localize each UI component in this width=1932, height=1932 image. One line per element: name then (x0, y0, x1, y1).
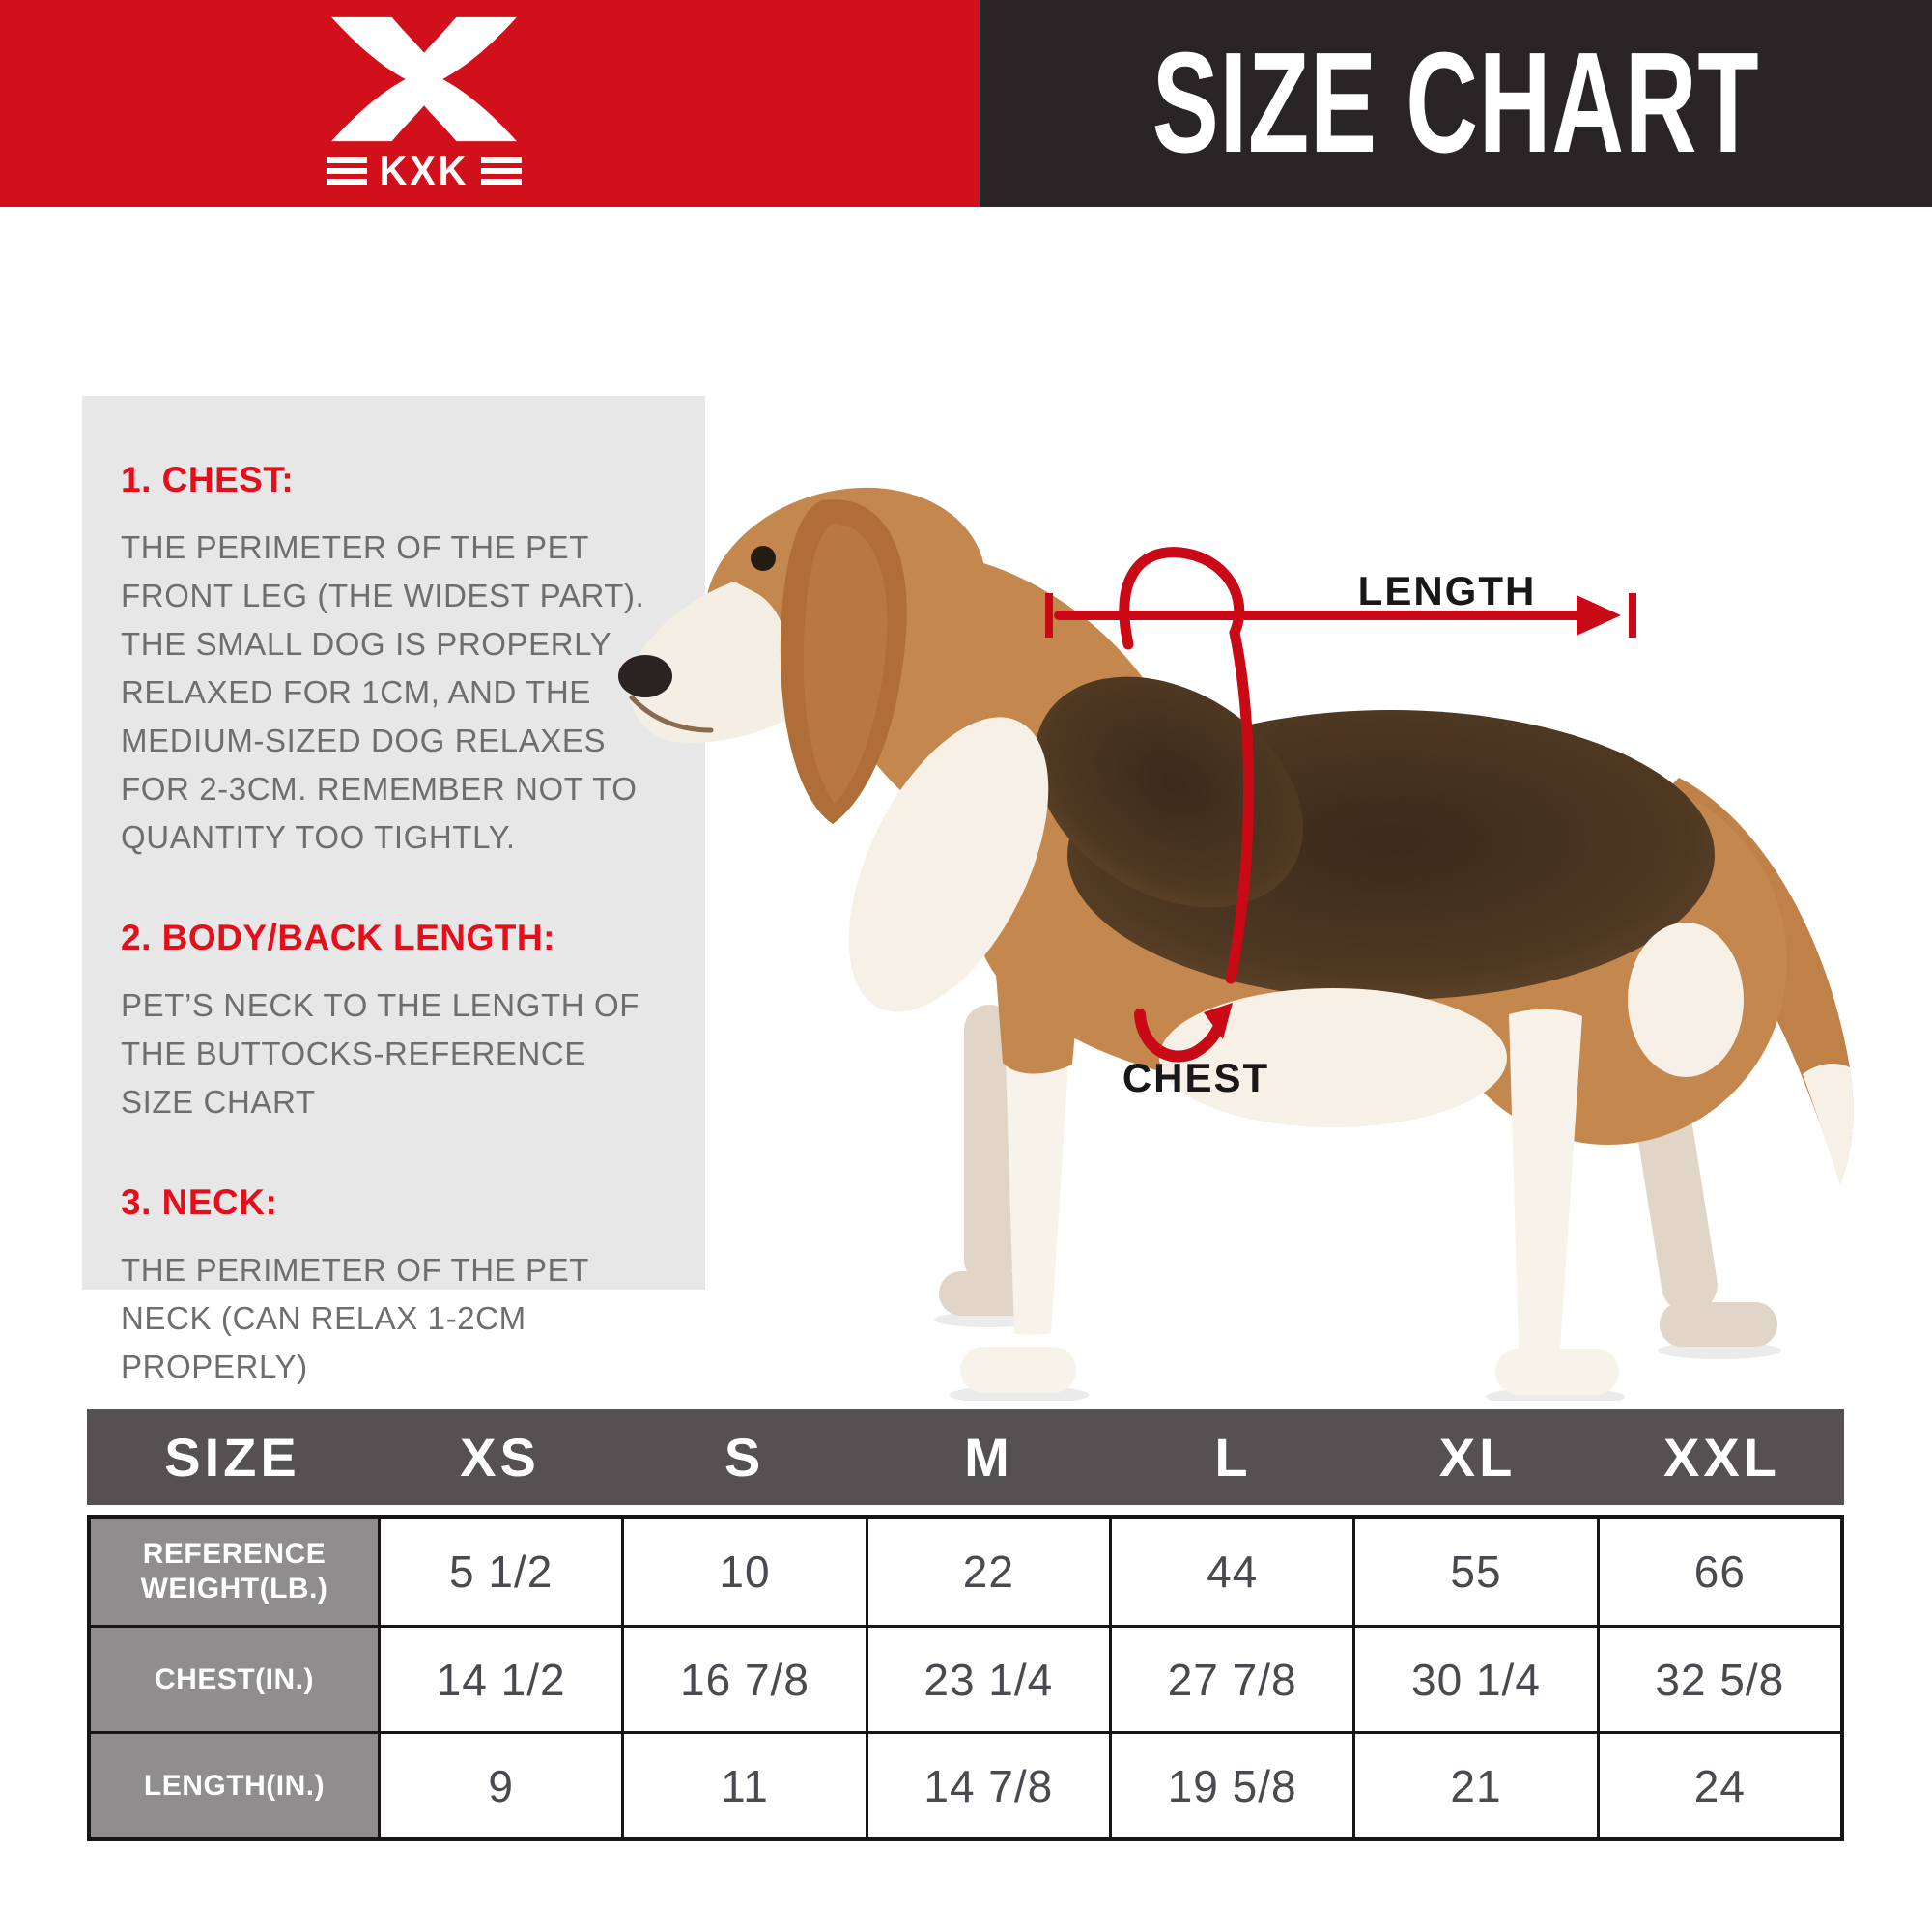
chest-label: CHEST (1122, 1055, 1270, 1100)
page-title: SIZE CHART (1151, 23, 1760, 183)
value-cell: 16 7/8 (621, 1628, 865, 1731)
column-header-l: L (1214, 1427, 1252, 1488)
brand-logo-text (322, 148, 526, 193)
triple-bar-right-icon (481, 157, 522, 185)
instruction-body: THE PERIMETER OF THE PET NECK (CAN RELAX 1-2CM PROPERLY) (121, 1252, 589, 1384)
value-cell: 22 (866, 1519, 1109, 1625)
value-cell: 11 (621, 1734, 865, 1837)
value-cell: 32 5/8 (1597, 1628, 1840, 1731)
size-table-body (87, 1515, 1844, 1841)
row-label: REFERENCE WEIGHT(LB.) (91, 1519, 378, 1625)
instruction-title: 3. NECK: (121, 1182, 278, 1222)
column-header-size: SIZE (164, 1427, 300, 1488)
table-row (91, 1519, 1840, 1625)
brand-logo (322, 14, 526, 191)
value-cell: 19 5/8 (1109, 1734, 1352, 1837)
value-cell: 55 (1352, 1519, 1596, 1625)
value-cell: 24 (1597, 1734, 1840, 1837)
column-header-m: M (964, 1427, 1013, 1488)
table-row (91, 1625, 1840, 1731)
column-header-xs: XS (460, 1427, 540, 1488)
size-table-header-row (87, 1409, 1844, 1505)
instruction-body: THE PERIMETER OF THE PET FRONT LEG (THE WIDEST PART). THE SMALL DOG IS PROPERLY RELAXED FOR 1CM, AND THE MEDIUM-SIZED DOG RELAXES FOR 2-3CM. REMEMBER NOT TO QUANTITY TOO TIGHTLY. (121, 529, 645, 855)
value-cell: 23 1/4 (866, 1628, 1109, 1731)
value-cell: 30 1/4 (1352, 1628, 1596, 1731)
title-panel (980, 0, 1932, 207)
length-arrow (1045, 593, 1636, 638)
size-table (87, 1409, 1844, 1841)
instruction-title: 1. CHEST: (121, 460, 295, 499)
value-cell: 44 (1109, 1519, 1352, 1625)
table-row (91, 1731, 1840, 1837)
header-banner (0, 0, 1932, 207)
dog-nose (618, 655, 672, 697)
row-label: CHEST(IN.) (91, 1628, 378, 1731)
value-cell: 9 (378, 1734, 621, 1837)
instruction-item (121, 918, 668, 1126)
instruction-title: 2. BODY/BACK LENGTH: (121, 918, 555, 957)
value-cell: 14 7/8 (866, 1734, 1109, 1837)
column-header-xxl: XXL (1663, 1427, 1780, 1488)
brand-name: KXK (379, 148, 469, 193)
kxk-x-emblem-icon (322, 14, 526, 145)
instruction-item (121, 460, 668, 862)
value-cell: 14 1/2 (378, 1628, 621, 1731)
value-cell: 27 7/8 (1109, 1628, 1352, 1731)
value-cell: 21 (1352, 1734, 1596, 1837)
row-label: LENGTH(IN.) (91, 1734, 378, 1837)
length-label: LENGTH (1357, 568, 1537, 613)
instruction-item (121, 1182, 668, 1391)
instruction-body: PET’S NECK TO THE LENGTH OF THE BUTTOCKS-REFERENCE SIZE CHART (121, 987, 639, 1120)
column-header-xl: XL (1438, 1427, 1517, 1488)
column-header-s: S (724, 1427, 765, 1488)
dog-measurement-diagram (589, 435, 1893, 1401)
value-cell: 5 1/2 (378, 1519, 621, 1625)
brand-panel (0, 0, 980, 207)
triple-bar-left-icon (327, 157, 367, 185)
value-cell: 10 (621, 1519, 865, 1625)
value-cell: 66 (1597, 1519, 1840, 1625)
dog-eye (751, 546, 776, 571)
